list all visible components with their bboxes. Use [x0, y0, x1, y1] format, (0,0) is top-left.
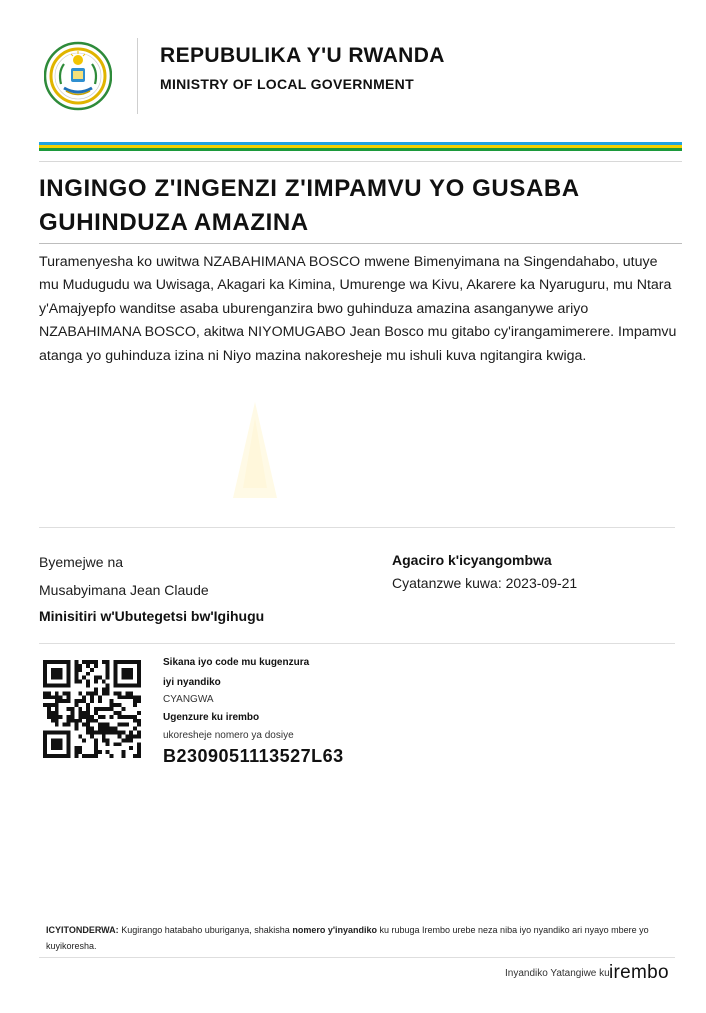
- watermark-icon: [215, 398, 295, 508]
- flag-stripes: [39, 142, 682, 151]
- issued-by-label: Inyandiko Yatangiwe ku: [505, 968, 610, 979]
- header-divider: [137, 38, 138, 114]
- verify-online-instruction: ukoresheje nomero ya dosiye: [163, 730, 294, 741]
- divider: [39, 643, 675, 644]
- signer-title: Minisitiri w'Ubutegetsi bw'Igihugu: [39, 608, 265, 624]
- republic-name: REPUBULIKA Y'U RWANDA: [160, 44, 445, 67]
- irembo-logo: irembo: [609, 962, 669, 983]
- coat-of-arms-seal-icon: [44, 40, 112, 112]
- validity-label: Agaciro k'icyangombwa: [392, 552, 552, 568]
- verify-instruction-2: iyi nyandiko: [163, 677, 221, 688]
- document-body: Turamenyesha ko uwitwa NZABAHIMANA BOSCO mwene Bimenyimana na Singendahabo, utuye mu Mudugudu wa Uwisaga, Akagari ka Kimina, Umurenge wa Kivu, Akarere ka Nyaruguru, mu Ntara y'Amajyepfo wanditse asaba uburenganzira bwo guhinduza amazina asanganywe ariyo NZABAHIMANA BOSCO, akitwa NIYOMUGABO Jean Bosco mu gitabo cy'irangamimerere. Impamvu atanga yo guhinduza izina ni Niyo mazina nakoresheje mu ishuli kuva ngitangira kwiga.: [39, 254, 677, 364]
- document-title: INGINGO Z'INGENZI Z'IMPAMVU YO GUSABA GUHINDUZA AMAZINA: [39, 175, 579, 236]
- flag-stripe-green: [39, 148, 682, 151]
- issued-date: Cyatanzwe kuwa: 2023-09-21: [392, 575, 578, 591]
- ministry-name: MINISTRY OF LOCAL GOVERNMENT: [160, 76, 414, 92]
- divider: [39, 243, 682, 244]
- verify-instruction: Sikana iyo code mu kugenzura: [163, 657, 310, 668]
- verify-online-label: Ugenzure ku irembo: [163, 712, 260, 723]
- divider: [39, 527, 675, 528]
- signer-name: Musabyimana Jean Claude: [39, 582, 209, 598]
- notice-text: Kugirango hatabaho uburiganya, shakisha: [118, 925, 293, 935]
- notice-label: ICYITONDERWA:: [46, 925, 119, 935]
- notice-emphasis: nomero y'inyandiko: [292, 925, 377, 935]
- verify-or: CYANGWA: [163, 694, 214, 705]
- divider: [39, 957, 675, 958]
- qr-code-icon: [43, 660, 141, 758]
- approved-by-label: Byemejwe na: [39, 554, 124, 570]
- application-number: B2309051113527L63: [163, 746, 344, 766]
- divider: [39, 161, 682, 162]
- notice-text-end: ku rubuga Irembo urebe neza niba iyo nyandiko ari nyayo mbere yo kuyikoresha.: [46, 925, 649, 951]
- notice: [46, 922, 662, 954]
